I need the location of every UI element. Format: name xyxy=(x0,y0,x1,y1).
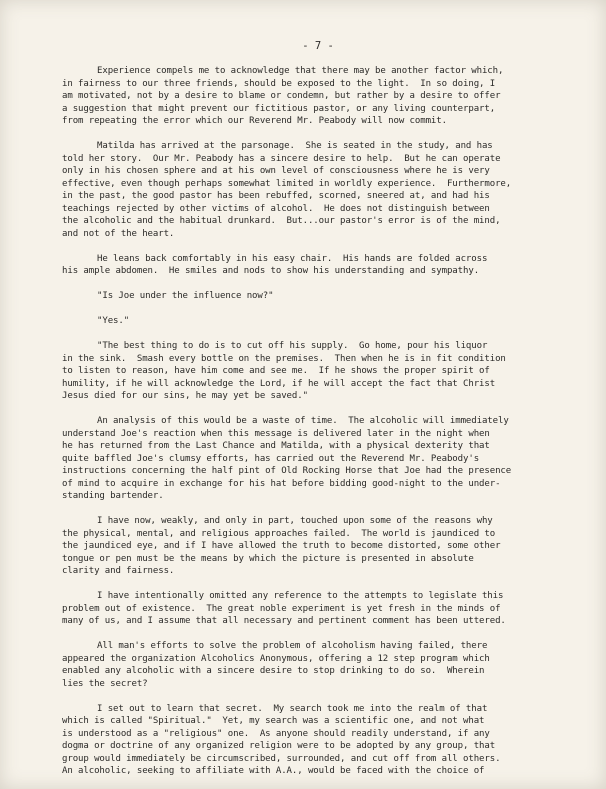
text-line: "Yes." xyxy=(97,316,130,326)
paragraph xyxy=(62,703,567,778)
text-line: told her story. Our Mr. Peabody has a sincere desire to help. But he can operate xyxy=(62,153,501,164)
text-line: teachings rejected by other victims of alcohol. He does not distinguish between xyxy=(62,203,490,214)
paragraph xyxy=(62,140,567,240)
text-line: the jaundiced eye, and if I have allowed the truth to become distorted, some other xyxy=(62,541,501,551)
text-line: only in his chosen sphere and at his own level of consciousness where he is very xyxy=(62,166,490,176)
text-line: in the past, the good pastor has been rebuffed, scorned, sneered at, and had his xyxy=(62,191,490,201)
paragraph xyxy=(62,515,567,578)
text-line: instructions concerning the half pint of Old Rocking Horse that Joe had the presence xyxy=(62,466,512,476)
paragraph-gap xyxy=(62,578,567,591)
text-line: An alcoholic, seeking to affiliate with A.A., would be faced with the choice of xyxy=(62,766,485,776)
text-line: I have now, weakly, and only in part, touched upon some of the reasons why xyxy=(97,516,493,526)
text-line: group would immediately be circumscribed, surrounded, and cut off from all others. xyxy=(62,753,501,764)
paragraph-gap xyxy=(62,690,567,703)
text-line: of mind to acquire in exchange for his hat before bidding good-night to the under- xyxy=(62,478,501,489)
paragraph xyxy=(62,315,567,328)
text-line: I set out to learn that secret. My search took me into the realm of that xyxy=(97,703,488,714)
text-line: standing bartender. xyxy=(62,491,164,501)
text-line: effective, even though perhaps somewhat limited in worldly experience. Furthermore, xyxy=(62,178,512,189)
text-line: is understood as a "religious" one. As anyone should readily understand, if any xyxy=(62,728,490,739)
text-line: dogma or doctrine of any organized religion were to be adopted by any group, that xyxy=(62,741,496,751)
text-line: enabled any alcoholic with a sincere desire to stop drinking to do so. Wherein xyxy=(62,666,485,676)
text-line: Matilda has arrived at the parsonage. She is seated in the study, and has xyxy=(97,141,493,151)
paragraph xyxy=(62,253,567,278)
paragraph xyxy=(62,640,567,690)
text-line: the alcoholic and the habitual drunkard. But...our pastor's error is of the mind, xyxy=(62,216,501,226)
text-line: An analysis of this would be a waste of time. The alcoholic will immediately xyxy=(97,416,509,426)
text-line: Experience compels me to acknowledge that there may be another factor which, xyxy=(97,66,504,76)
paragraph-gap xyxy=(62,403,567,416)
body-text xyxy=(62,65,567,778)
paragraph xyxy=(62,590,567,628)
paragraph xyxy=(62,340,567,403)
text-line: am motivated, not by a desire to blame or condemn, but rather by a desire to offer xyxy=(62,91,501,101)
text-line: understand Joe's reaction when this message is delivered later in the night when xyxy=(62,428,490,439)
paragraph-gap xyxy=(62,503,567,516)
paragraph-gap xyxy=(62,628,567,641)
paragraph-gap xyxy=(62,240,567,253)
text-line: I have intentionally omitted any reference to the attempts to legislate this xyxy=(97,591,504,601)
text-line: a suggestion that might prevent our fictitious pastor, or any living counterpart, xyxy=(62,103,496,114)
text-line: He leans back comfortably in his easy chair. His hands are folded across xyxy=(97,253,488,264)
text-line: he has returned from the Last Chance and Matilda, with a physical dexterity that xyxy=(62,441,490,451)
paragraph-gap xyxy=(62,278,567,291)
paragraph xyxy=(62,65,567,128)
text-line: the physical, mental, and religious approaches failed. The world is jaundiced to xyxy=(62,528,496,539)
text-line: lies the secret? xyxy=(62,678,148,689)
text-line: humility, if he will acknowledge the Lord, if he will accept the fact that Christ xyxy=(62,378,496,389)
text-line: in fairness to our three friends, should be exposed to the light. In so doing, I xyxy=(62,78,496,89)
text-line: and not of the heart. xyxy=(62,228,175,239)
text-line: All man's efforts to solve the problem of alcoholism having failed, there xyxy=(97,641,488,651)
text-line: his ample abdomen. He smiles and nods to show his understanding and sympathy. xyxy=(62,266,480,276)
text-line: many of us, and I assume that all necessary and pertinent comment has been uttered. xyxy=(62,616,506,626)
text-line: clarity and fairness. xyxy=(62,566,175,576)
text-line: which is called "Spiritual." Yet, my search was a scientific one, and not what xyxy=(62,716,485,726)
text-line: Jesus died for our sins, he may yet be saved." xyxy=(62,391,308,401)
paragraph-gap xyxy=(62,328,567,341)
text-line: quite baffled Joe's clumsy efforts, has carried out the Reverend Mr. Peabody's xyxy=(62,453,480,464)
text-line: in the sink. Smash every bottle on the premises. Then when he is in fit condition xyxy=(62,353,506,364)
text-line: from repeating the error which our Reverend Mr. Peabody will now commit. xyxy=(62,116,447,126)
text-line: "The best thing to do is to cut off his supply. Go home, pour his liquor xyxy=(97,341,488,351)
text-line: appeared the organization Alcoholics Anonymous, offering a 12 step program which xyxy=(62,653,490,664)
text-line: "Is Joe under the influence now?" xyxy=(97,291,274,301)
paragraph-gap xyxy=(62,303,567,316)
paragraph xyxy=(62,290,567,303)
page-number: - 7 - xyxy=(302,40,334,52)
text-line: problem out of existence. The great noble experiment is yet fresh in the minds of xyxy=(62,603,501,614)
text-line: to listen to reason, have him come and see me. If he shows the proper spirit of xyxy=(62,366,490,376)
text-line: tongue or pen must be the means by which the picture is presented in absolute xyxy=(62,553,474,564)
paragraph xyxy=(62,415,567,503)
paragraph-gap xyxy=(62,128,567,141)
